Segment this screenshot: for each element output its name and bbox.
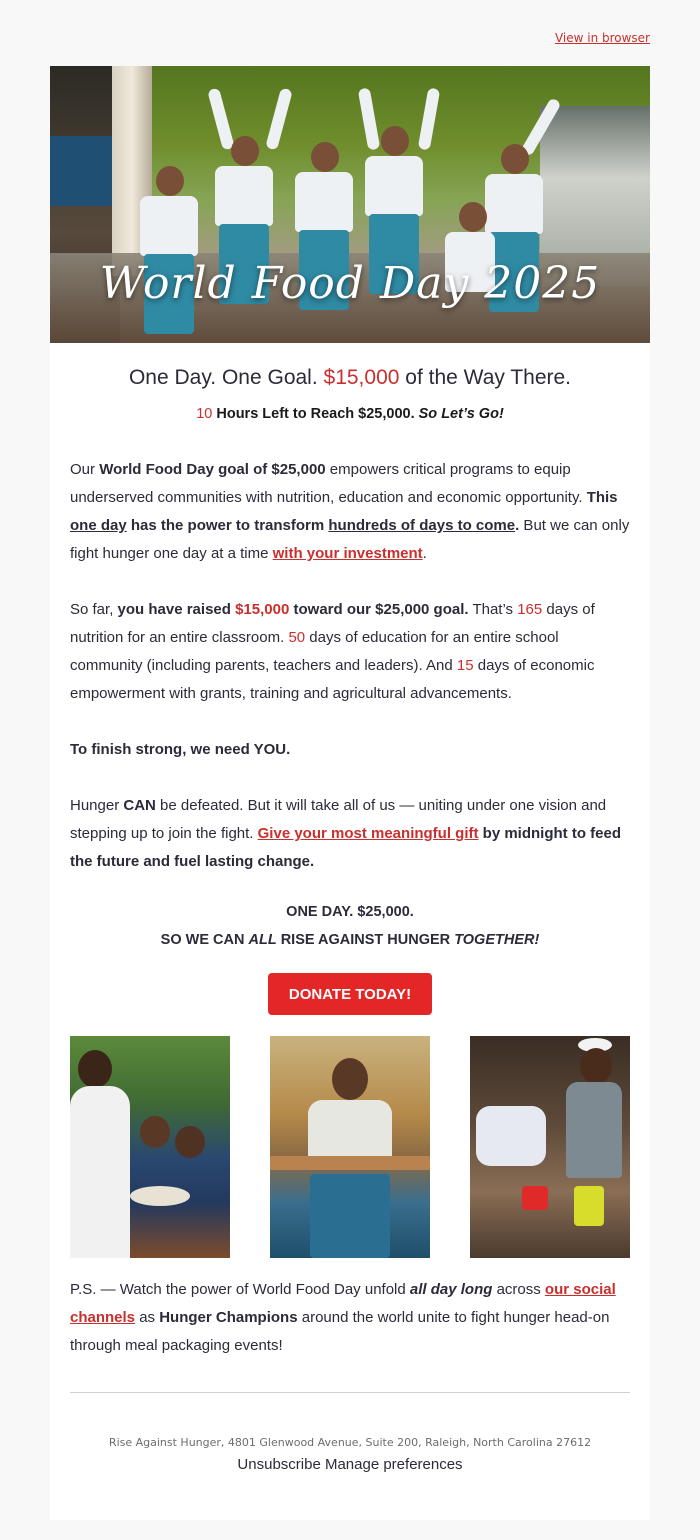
view-in-browser-link[interactable]: View in browser xyxy=(554,31,650,45)
hours-left: 10 xyxy=(196,406,213,422)
donate-button[interactable]: DONATE TODAY! xyxy=(268,973,432,1015)
raised-amount: $15,000 xyxy=(235,601,290,618)
hero-image xyxy=(50,66,650,343)
investment-link[interactable]: with your investment xyxy=(272,545,423,562)
footer-address: Rise Against Hunger, 4801 Glenwood Avenue, Suite 200, Raleigh, North Carolina 27612 xyxy=(108,1436,592,1449)
footer-divider xyxy=(70,1392,630,1393)
email-card xyxy=(50,66,650,1520)
paragraph-progress: So far, you have raised $15,000 toward our $25,000 goal. That’s 165 days of nutrition for an entire classroom. 50 days of education for an entire school community (including parents, teachers and leaders). And 15 days of economic empowerment with grants, training and agricultural advancements. xyxy=(70,601,595,702)
unsubscribe-link[interactable]: Unsubscribe xyxy=(237,1456,321,1473)
closing-line-2: SO WE CAN ALL RISE AGAINST HUNGER TOGETHER! xyxy=(160,932,540,948)
subheadline: 10 Hours Left to Reach $25,000. So Let’s Go! xyxy=(196,406,504,422)
hero-bg-wall xyxy=(50,136,120,206)
social-channels-link[interactable]: our social channels xyxy=(70,1281,616,1326)
gift-link[interactable]: Give your most meaningful gift xyxy=(257,825,479,842)
paragraph-goal: Our World Food Day goal of $25,000 empowers critical programs to equip underserved communities with nutrition, education and economic opportunity. This one day has the power to transform hundreds of days to come. But we can only fight hunger one day at a time with your investment. xyxy=(70,461,630,562)
top-bar xyxy=(0,0,700,66)
hero-title: World Food Day 2025 xyxy=(99,258,601,309)
manage-preferences-link[interactable]: Manage preferences xyxy=(324,1456,463,1473)
headline: One Day. One Goal. $15,000 of the Way There. xyxy=(128,366,572,389)
photo-volunteer-serving-children xyxy=(70,1036,230,1258)
closing-line-1: ONE DAY. $25,000. xyxy=(286,904,414,920)
photo-student-at-desk xyxy=(270,1036,430,1258)
paragraph-ps: P.S. — Watch the power of World Food Day unfold all day long across our social channels as Hunger Champions around the world unite to fight hunger head-on through meal packaging events! xyxy=(70,1281,616,1354)
paragraph-finish-strong: To finish strong, we need YOU. xyxy=(70,741,291,758)
photo-women-cooking xyxy=(470,1036,630,1258)
footer-links xyxy=(50,1456,650,1473)
headline-amount: $15,000 xyxy=(323,366,400,389)
paragraph-call-to-action: Hunger CAN be defeated. But it will take all of us — uniting under one vision and stepping up to join the fight. Give your most meaningful gift by midnight to feed the future and fuel lasting change. xyxy=(70,797,621,870)
